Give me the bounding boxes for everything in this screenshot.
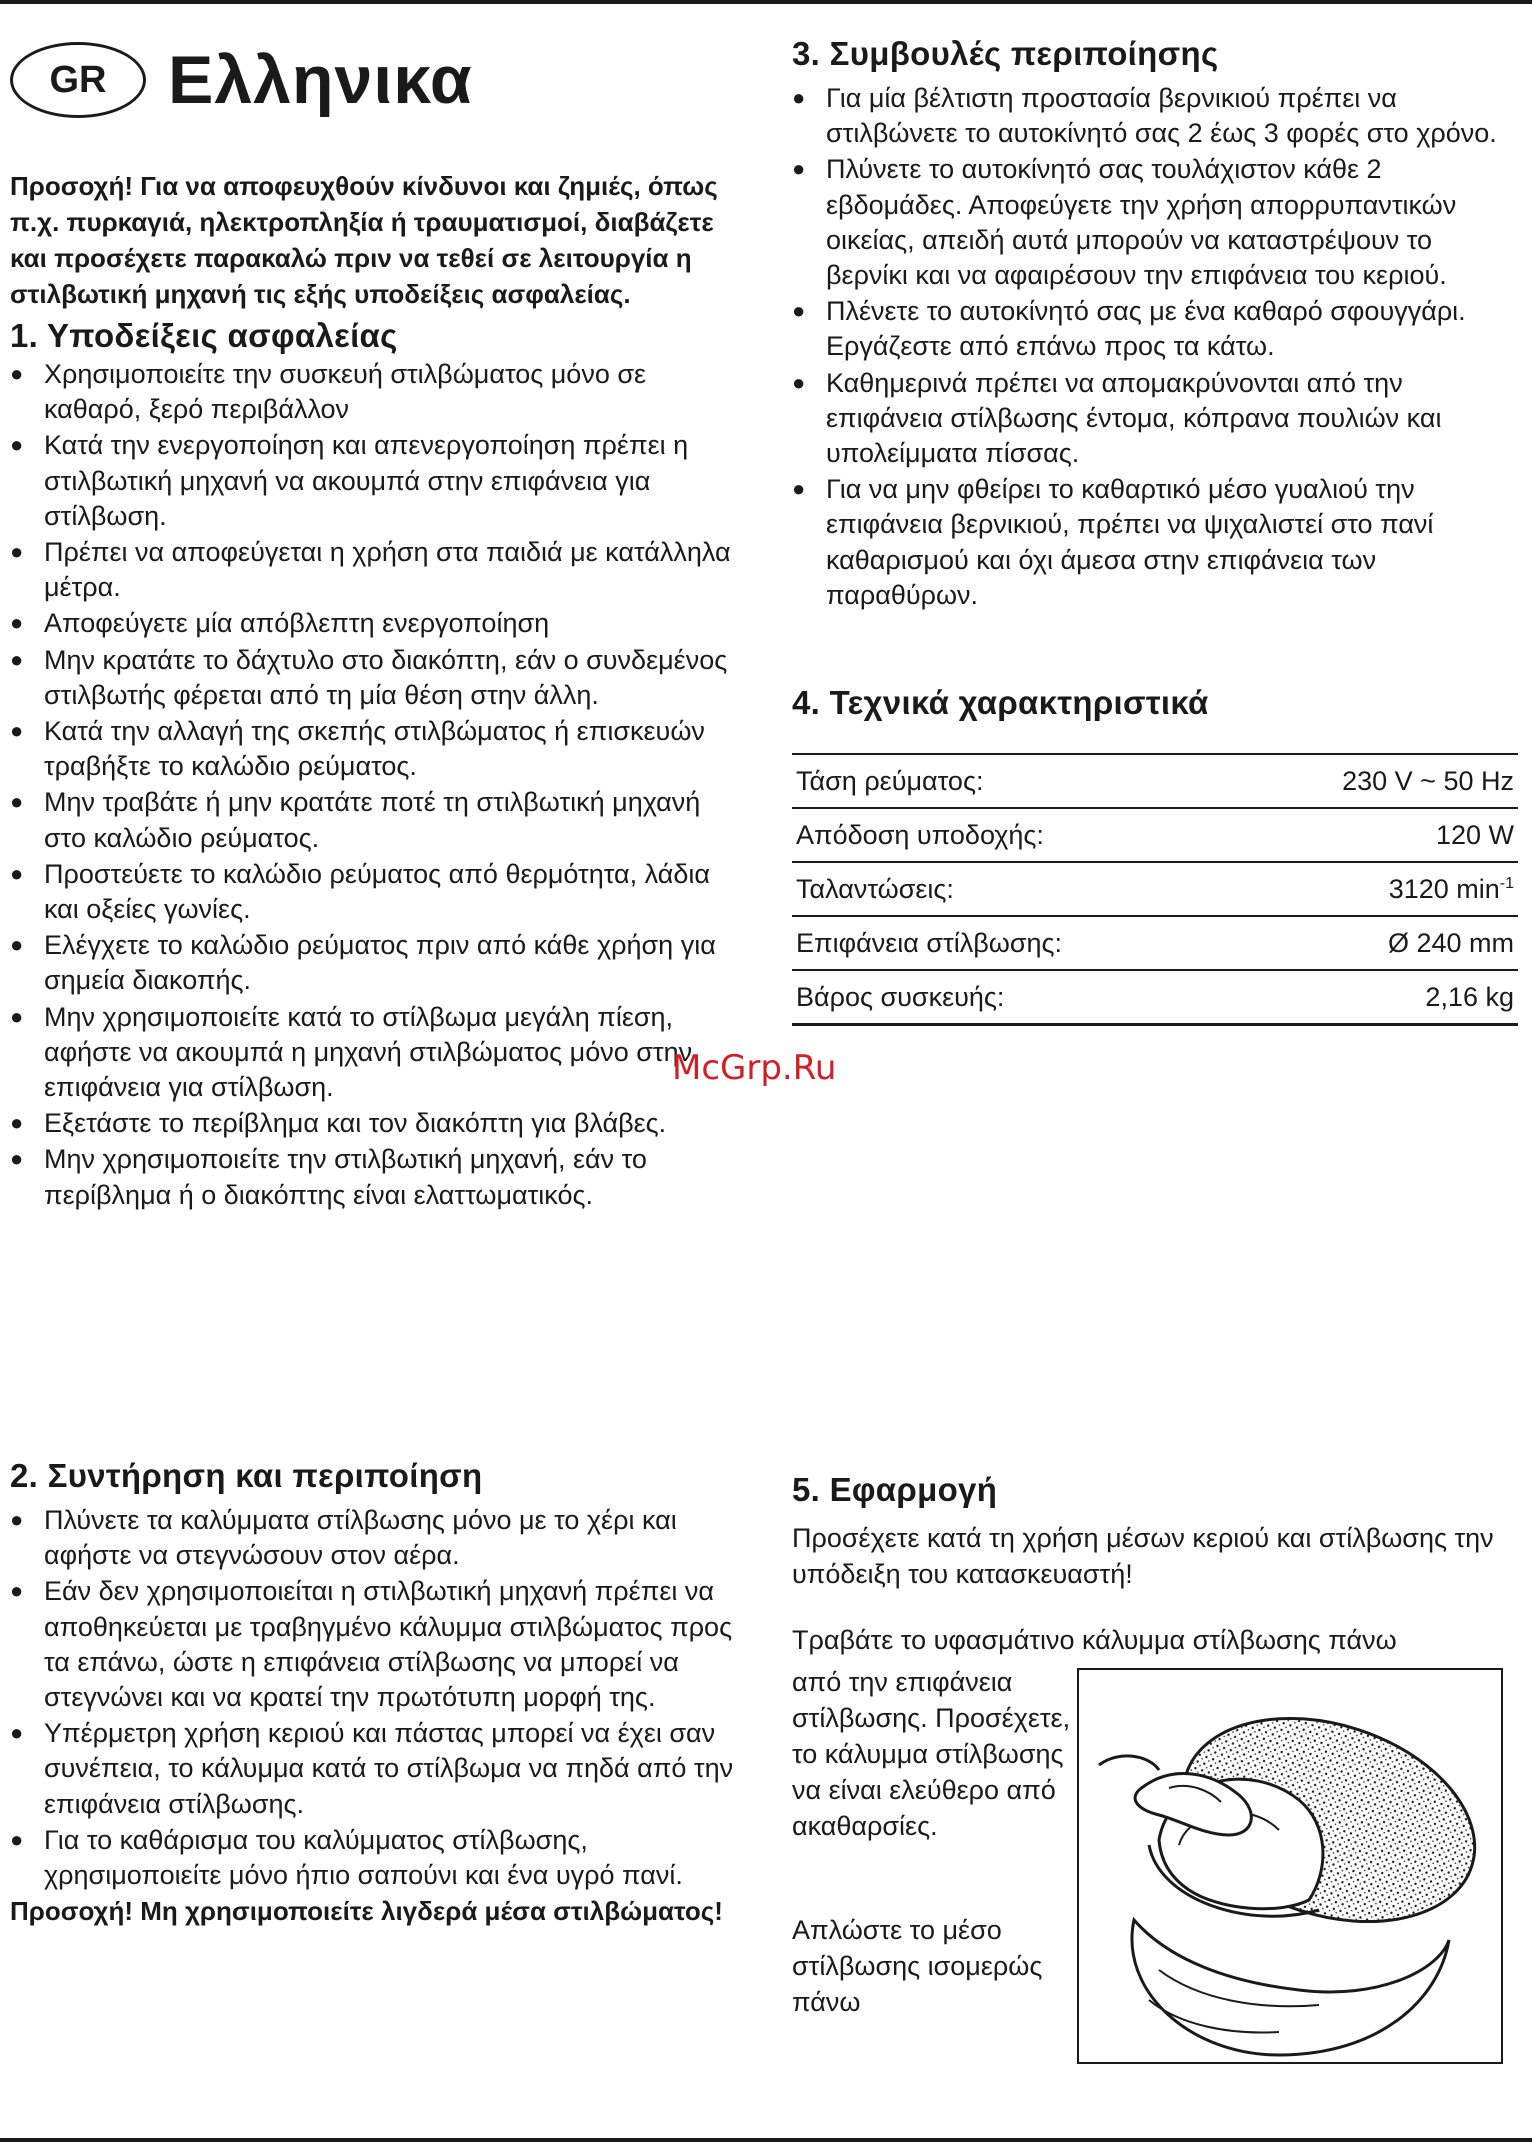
spec-value: 120 W: [1435, 819, 1514, 850]
left-column: [10, 38, 735, 1213]
right-column: [792, 34, 1518, 1026]
list-item: ● Εξετάστε το περίβλημα και τον διακόπτη για βλάβες.: [10, 1105, 735, 1141]
polisher-drawing: [1079, 1670, 1501, 2062]
hand-shape: [1132, 1920, 1449, 2055]
section-4-title: 4. Τεχνικά χαρακτηριστικά: [792, 684, 1209, 722]
spec-value-wrap: [1389, 874, 1514, 905]
spec-value: 230 V ~ 50 Hz: [1342, 765, 1514, 796]
list-item: ● Χρησιμοποιείτε την συσκευή στιλβώματος μόνο σε καθαρό, ξερό περιβάλλον: [10, 356, 735, 427]
spec-label: Τάση ρεύματος:: [796, 765, 984, 796]
language-badge: GR: [10, 42, 146, 118]
watermark: McGrp.Ru: [672, 1048, 837, 1088]
application-note: Προσέχετε κατά τη χρήση μέσων κεριού και στίλβωσης την υπόδειξη του κατασκευαστή!: [792, 1523, 1494, 1589]
spec-label: Απόδοση υποδοχής:: [796, 819, 1044, 850]
section-1-title: 1. Υποδείξεις ασφαλείας: [10, 317, 398, 354]
list-item: ● Αποφεύγετε μία απόβλεπτη ενεργοποίηση: [10, 605, 735, 641]
section-5-title: 5. Εφαρμογή: [792, 1471, 998, 1508]
top-rule: [0, 0, 1532, 4]
list-item: ● Πλύνετε το αυτοκίνητό σας τουλάχιστον κάθε 2 εβδομάδες. Αποφεύγετε την χρήση απορρυπαντικών οικείας, απειδή αυτά μπορούν να καταστρέψουν το βερνίκι και να αφαιρέσουν την επιφάνεια του κεριού.: [792, 151, 1518, 293]
list-item: ● Μην χρησιμοποιείτε κατά το στίλβωμα μεγάλη πίεση, αφήστε να ακουμπά η μηχανή στιλβώματος μόνο στην επιφάνεια για στίλβωση.: [10, 999, 735, 1106]
list-item: ● Για το καθάρισμα του καλύμματος στίλβωσης, χρησιμοποιείτε μόνο ήπιο σαπούνι και ένα υγρό πανί.: [10, 1822, 735, 1893]
table-row: [792, 755, 1518, 809]
section-2-title: 2. Συντήρηση και περιποίηση: [10, 1457, 483, 1494]
intro-warning: Προσοχή! Για να αποφευχθούν κίνδυνοι και ζημιές, όπως π.χ. πυρκαγιά, ηλεκτροπληξία ή τραυματισμοί, διαβάζετε και προσέχετε παρακαλώ πριν να τεθεί σε λειτουργία η στιλβωτική μηχανή τις εξής υποδείξεις ασφαλείας.: [10, 171, 718, 309]
list-item: ● Μην χρησιμοποιείτε την στιλβωτική μηχανή, εάν το περίβλημα ή ο διακόπτης είναι ελαττωματικός.: [10, 1141, 735, 1212]
list-item: ● Για να μην φθείρει το καθαρτικό μέσο γυαλιού την επιφάνεια βερνικιού, πρέπει να ψιχαλιστεί στο πανί καθαρισμού και όχι άμεσα στην επιφάνεια των παραθύρων.: [792, 471, 1518, 613]
table-row: [792, 971, 1518, 1026]
figure-caption: [792, 1664, 1082, 2020]
list-item: ● Πλένετε το αυτοκίνητό σας με ένα καθαρό σφουγγάρι. Εργάζεστε από επάνω προς τα κάτω.: [792, 293, 1518, 364]
language-header: [10, 38, 735, 122]
list-item: ● Εάν δεν χρησιμοποιείται η στιλβωτική μηχανή πρέπει να αποθηκεύεται με τραβηγμένο κάλυμμα στιλβώματος προς τα επάνω, ώστε η επιφάνεια στίλβωσης να μπορεί να στεγνώνει και να κρατεί την πρωτότυπη μορφή της.: [10, 1573, 735, 1715]
spec-table: [792, 753, 1518, 1026]
spec-label: Βάρος συσκευής:: [796, 981, 1005, 1012]
list-item: ● Για μία βέλτιστη προστασία βερνικιού πρέπει να στιλβώνετε το αυτοκίνητό σας 2 έως 3 φορές στο χρόνο.: [792, 80, 1518, 151]
section-3-title: 3. Συμβουλές περιποίησης: [792, 35, 1219, 72]
spec-value-exponent: -1: [1499, 874, 1514, 892]
list-item: ● Ελέγχετε το καλώδιο ρεύματος πριν από κάθε χρήση για σημεία διακοπής.: [10, 927, 735, 998]
maintenance-warning: Προσοχή! Μη χρησιμοποιείτε λιγδερά μέσα στιλβώματος!: [10, 1896, 723, 1927]
application-step-1: Τραβάτε το υφασμάτινο κάλυμμα στίλβωσης πάνω: [792, 1625, 1397, 1655]
language-title: Ελληνικα: [168, 42, 473, 118]
spec-label: Επιφάνεια στίλβωσης:: [796, 927, 1063, 958]
list-item: ● Κατά την αλλαγή της σκεπής στιλβώματος ή επισκευών τραβήξτε το καλώδιο ρεύματος.: [10, 713, 735, 784]
list-item: ● Μην τραβάτε ή μην κρατάτε ποτέ τη στιλβωτική μηχανή στο καλώδιο ρεύματος.: [10, 784, 735, 855]
application-step-1-cont: από την επιφάνεια στίλβωσης. Προσέχετε, το κάλυμμα στίλβωσης να είναι ελεύθερο από ακαθαρσίες.: [792, 1667, 1071, 1841]
list-item: ● Καθημερινά πρέπει να απομακρύνονται από την επιφάνεια στίλβωσης έντομα, κόπρανα πουλιών και υπολείμματα πίσσας.: [792, 365, 1518, 472]
section-2: [10, 1456, 735, 1929]
figure-area: [792, 1664, 1518, 2064]
list-item: ● Μην κρατάτε το δάχτυλο στο διακόπτη, εάν ο συνδεμένος στιλβωτής φέρεται από τη μία θέση στην άλλη.: [10, 642, 735, 713]
section-5: [792, 1470, 1518, 2064]
spec-value: 3120 min: [1388, 873, 1500, 904]
table-row: [792, 917, 1518, 971]
bottom-rule: [0, 2138, 1532, 2142]
table-row: [792, 809, 1518, 863]
polisher-illustration: [1077, 1668, 1503, 2064]
list-item: ● Πρέπει να αποφεύγεται η χρήση στα παιδιά με κατάλληλα μέτρα.: [10, 534, 735, 605]
application-step-2: Απλώστε το μέσο στίλβωσης ισομερώς πάνω: [792, 1915, 1043, 2017]
list-item: ● Προστεύετε το καλώδιο ρεύματος από θερμότητα, λάδια και οξείες γωνίες.: [10, 856, 735, 927]
spec-value: Ø 240 mm: [1387, 927, 1514, 958]
list-item: ● Πλύνετε τα καλύμματα στίλβωσης μόνο με το χέρι και αφήστε να στεγνώσουν στον αέρα.: [10, 1502, 735, 1573]
table-row: [792, 863, 1518, 917]
safety-list: [10, 356, 735, 1213]
list-item: ● Υπέρμετρη χρήση κεριού και πάστας μπορεί να έχει σαν συνέπεια, το κάλυμμα κατά το στίλβωμα να πηδά από την επιφάνεια στίλβωσης.: [10, 1715, 735, 1822]
list-item: ● Κατά την ενεργοποίηση και απενεργοποίηση πρέπει η στιλβωτική μηχανή να ακουμπά στην επιφάνεια για στίλβωση.: [10, 427, 735, 534]
spec-label: Ταλαντώσεις:: [796, 873, 954, 904]
spec-value: 2,16 kg: [1425, 981, 1514, 1012]
